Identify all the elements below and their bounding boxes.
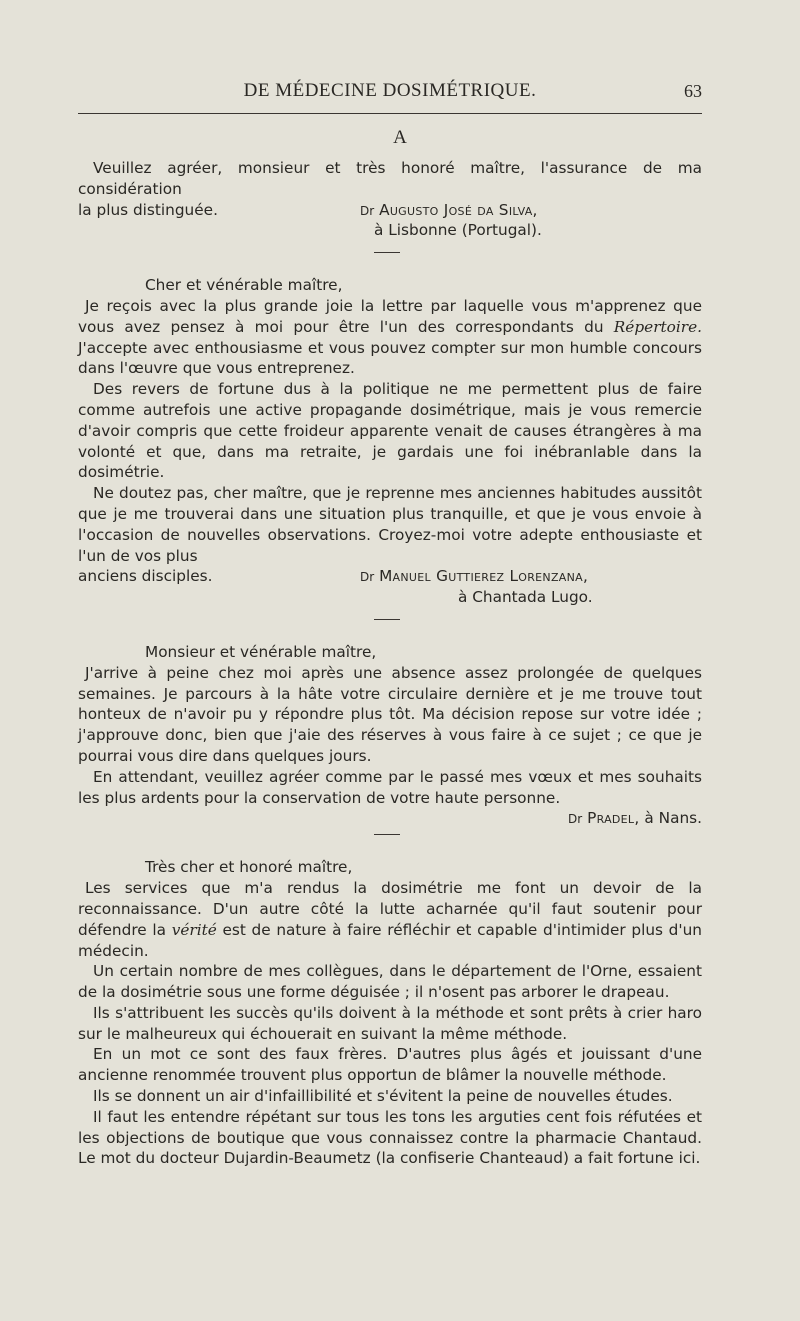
letter2-signature — [360, 566, 588, 588]
letter1-signature — [360, 200, 538, 222]
letter2-sig-title: Dr — [360, 570, 375, 585]
letter4-paragraph: Ils se donnent un air d'infaillibilité et s'évitent la peine de nouvelles études. — [93, 1087, 673, 1106]
letter2-paragraph — [78, 296, 702, 379]
letter1-sig-title: Dr — [360, 203, 375, 218]
letter3-sig-place: à Nans. — [644, 809, 702, 828]
separator-rule — [374, 834, 400, 835]
letter4-paragraph: Un certain nombre de mes collègues, dans le département de l'Orne, essaient de la dosimétrie sous une forme déguisée ; il n'osent pas arborer le drapeau. — [78, 962, 702, 1002]
letter4-paragraph: Il faut les entendre répétant sur tous les tons les arguties cent fois réfutées et les objections de boutique que vous connaissez contre la pharmacie Chantaud. Le mot du docteur Dujardin-Beaumetz (la confiserie Chanteaud) a fait fortune ici. — [78, 1107, 702, 1168]
letter3-sig-name: Pradel, — [587, 809, 640, 828]
page-number: 63 — [684, 81, 702, 101]
letter4-p1-after: est de nature à faire réfléchir et capable d'intimider plus d'un médecin. — [78, 920, 702, 960]
letter1-closing-line1: Veuillez agréer, monsieur et très honoré maître, l'assurance de ma considération — [78, 159, 702, 198]
page-header — [78, 80, 702, 110]
letter2-sig-place: à Chantada Lugo. — [458, 588, 593, 607]
letter2-p1-after: J'accepte avec enthousiasme et vous pouvez compter sur mon humble concours dans l'œuvre que vous entreprenez. — [78, 338, 702, 378]
letter4-paragraph: Ils s'attribuent les succès qu'ils doivent à la méthode et sont prêts à crier haro sur le malheureux qui échouerait en suivant la même méthode. — [78, 1003, 702, 1043]
letter4-salutation: Très cher et honoré maître, — [145, 858, 353, 877]
letter3-signature — [553, 808, 702, 830]
letter2-salutation: Cher et vénérable maître, — [145, 276, 343, 295]
letter3-paragraph: J'arrive à peine chez moi après une absence assez prolongée de quelques semaines. Je parcours à la hâte votre circulaire dernière et je me trouve tout honteux de n'avoir pu y répondre plus tôt. Ma décision repose sur votre idée ; j'approuve donc, bien que j'aie des réserves à vous faire à ce sujet ; ce que je pourrai vous dire dans quelques jours. — [78, 663, 702, 765]
body-text — [78, 158, 702, 1169]
letter4-p1-before: Les services que m'a rendus la dosimétrie me font un devoir de la reconnaissance. D'un autre côté la lutte acharnée qu'il faut soutenir pour défendre la — [78, 879, 702, 939]
letter2-sig-name: Manuel Guttierez Lorenzana, — [379, 567, 589, 586]
running-title: DE MÉDECINE DOSIMÉTRIQUE. — [243, 80, 537, 101]
letter3-salutation: Monsieur et vénérable maître, — [145, 642, 377, 661]
letter1-closing-line2: la plus distinguée. — [78, 200, 218, 219]
letter2-p1-before: Je reçois avec la plus grande joie la lettre par laquelle vous m'apprenez que vous avez pensez à moi pour être l'un des correspondants du — [78, 296, 702, 336]
letter4-paragraph: En un mot ce sont des faux frères. D'autres plus âgés et jouissant d'une ancienne renommée trouvent plus opportun de blâmer la nouvelle méthode. — [78, 1045, 702, 1085]
header-rule — [78, 113, 702, 114]
letter2-paragraph: Ne doutez pas, cher maître, que je reprenne mes anciennes habitudes aussitôt que je me trouverai dans une situation plus tranquille, et que je vous envoie à l'occasion de nouvelles observations. Croyez-moi votre adepte enthousiaste et l'un de vos plus — [78, 484, 702, 565]
letter2-paragraph: Des revers de fortune dus à la politique ne me permettent plus de faire comme autrefois une active propagande dosimétrique, mais je vous remercie d'avoir compris que cette froideur apparente venait de causes étrangères à ma volonté et que, dans ma retraite, je gardais une foi inébranlable dans la dosimétrie. — [78, 380, 702, 482]
letter1-sig-name: Augusto José da Silva, — [379, 200, 538, 219]
letter1-sig-place: à Lisbonne (Portugal). — [374, 221, 542, 240]
letter3-p2: En attendant, veuillez agréer comme par le passé mes vœux et mes souhaits les plus ardents pour la conservation de votre haute personne. — [78, 767, 702, 807]
separator-rule — [374, 252, 400, 253]
letter2-p3-last: anciens disciples. — [78, 567, 213, 586]
letter3-paragraph — [78, 767, 702, 828]
letter2-signature-line — [78, 566, 702, 587]
signature-mark: A — [393, 127, 407, 148]
letter1-signature-line — [78, 200, 702, 221]
separator-rule — [374, 619, 400, 620]
letter2-p1-em: Répertoire. — [613, 317, 702, 336]
letter3-sig-title: Dr — [568, 812, 583, 827]
letter1-closing — [78, 158, 702, 200]
letter4-p1-em: vérité — [171, 920, 217, 939]
letter4-paragraph — [78, 878, 702, 961]
